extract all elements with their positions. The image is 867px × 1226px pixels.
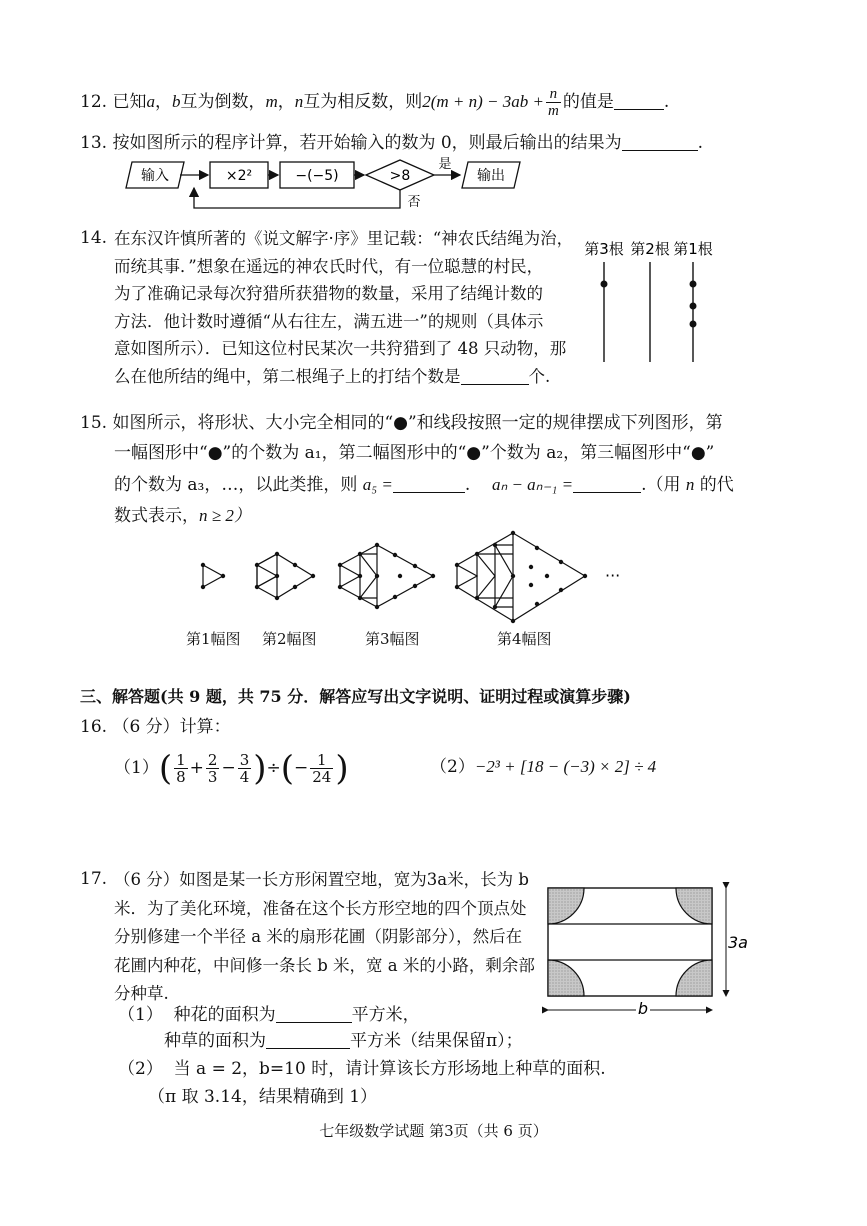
page-footer: 七年级数学试题 第3页（共 6 页） xyxy=(319,1122,548,1140)
q17-grass-area-blank[interactable] xyxy=(266,1030,350,1049)
q15-line3: 的个数为 a₃，…，以此类推，则 a₅ = . aₙ − aₙ₋₁ = .（用 n 的代 xyxy=(114,475,734,495)
svg-text:输出: 输出 xyxy=(477,168,505,184)
q12-expression: 2(m + n) − 3ab + xyxy=(422,92,544,111)
q13-answer-blank[interactable] xyxy=(622,132,698,151)
rope-label-3: 第3根 xyxy=(584,240,624,258)
q13-line: 13. 按如图所示的程序计算，若开始输入的数为 0，则最后输出的结果为 . xyxy=(80,133,704,153)
q16-part2: （2）−2³ + [18 − (−3) × 2] ÷ 4 xyxy=(430,757,657,777)
q17-flower-area-blank[interactable] xyxy=(276,1004,352,1023)
dim-width-label: 3a xyxy=(728,933,748,952)
q13-flowchart xyxy=(120,156,680,216)
q13-number: 13. xyxy=(80,133,108,153)
caption-fig3: 第3幅图 xyxy=(365,630,420,648)
q17-part1a: （1） 种花的面积为 平方米， xyxy=(118,1005,420,1025)
q15-line2: 一幅图形中“●”的个数为 a₁，第二幅图形中的“●”个数为 a₂，第三幅图形中“●” xyxy=(114,443,715,463)
q17-rectangle-diagram xyxy=(540,880,748,1020)
q17-number: 17. xyxy=(80,869,108,889)
q12-line: 12. 已知a，b互为倒数，m，n互为相反数，则2(m + n) − 3ab + $\frac{n}{m}$ 的值是 . xyxy=(80,86,670,119)
q15-pattern-figures xyxy=(195,525,635,635)
svg-text:×2²: ×2² xyxy=(225,168,253,184)
flow-no-label: 否 xyxy=(407,195,421,210)
q12-answer-blank[interactable] xyxy=(614,91,664,110)
q17-body: （6 分）如图是某一长方形闲置空地，宽为3a米，长为 b 米．为了美化环境，准备在这个长方形空地的四个顶点处 分别修建一个半径 a 米的扇形花圃（阴影部分），然后在 花圃内种花，中间修一条长 b 米，宽 a 米的小路，剩余部 分种草. xyxy=(114,870,535,1003)
rope-label-2: 第2根 xyxy=(630,240,670,258)
q17-part2: （2） 当 a = 2，b=10 时，请计算该长方形场地上种草的面积. xyxy=(118,1059,606,1079)
q15-a5-blank[interactable] xyxy=(393,474,465,493)
caption-fig2: 第2幅图 xyxy=(262,630,317,648)
q14-rope-diagram xyxy=(580,236,730,376)
q12-fraction: $\frac{n}{m}$ xyxy=(548,86,559,119)
q12-number: 12. xyxy=(80,92,108,112)
q15-number: 15. xyxy=(80,413,108,433)
svg-text:−(−5): −(−5) xyxy=(295,168,339,184)
flow-input-label: 输入 xyxy=(141,168,169,184)
rope-label-1: 第1根 xyxy=(673,240,713,258)
knot xyxy=(690,321,697,328)
q14-body: 在东汉许慎所著的《说文解字·序》里记载：“神农氏结绳为治， 而统其事．”想象在遥远的神农氏时代，有一位聪慧的村民， 为了准确记录每次狩猎所获猎物的数量，采用了结绳计数的 方法．他计数时遵循“从右往左，满五进一”的规则（具体示 意如图所示）．已知这位村民某次一共狩猎到了 48 只动物，那 么在他所结的绳中，第二根绳子上的打结个数是 个. xyxy=(114,229,574,386)
knot xyxy=(690,303,697,310)
svg-text:>8: >8 xyxy=(389,168,411,184)
q16-head: 16. （6 分）计算： xyxy=(80,717,231,737)
q14-number: 14. xyxy=(80,228,108,248)
q15-line4: 数式表示，n ≥ 2） xyxy=(114,506,251,526)
q16-part1: （1）( $\frac{1}{8}$ + $\frac{2}{3}$ − $\frac{3}{4}$ )÷(− $\frac{1}{24}$ ) xyxy=(114,748,349,789)
q16-number: 16. xyxy=(80,717,108,737)
q14-answer-blank[interactable] xyxy=(461,366,529,385)
dim-length-label: b xyxy=(637,999,649,1018)
q17-note: （π 取 3.14，结果精确到 1） xyxy=(148,1087,378,1107)
q17-part1b: 种草的面积为 平方米（结果保留π）； xyxy=(164,1031,523,1051)
q15-diff-blank[interactable] xyxy=(573,474,641,493)
knot xyxy=(690,281,697,288)
pattern-ellipsis: ··· xyxy=(605,566,621,585)
caption-fig4: 第4幅图 xyxy=(497,630,552,648)
section3-title: 三、解答题(共 9 题，共 75 分．解答应写出文字说明、证明过程或演算步骤) xyxy=(80,687,631,706)
flow-yes-label: 是 xyxy=(438,157,452,172)
knot xyxy=(601,281,608,288)
caption-fig1: 第1幅图 xyxy=(186,630,241,648)
q15-line1: 15. 如图所示，将形状、大小完全相同的“●”和线段按照一定的规律摆成下列图形，第 xyxy=(80,413,723,433)
